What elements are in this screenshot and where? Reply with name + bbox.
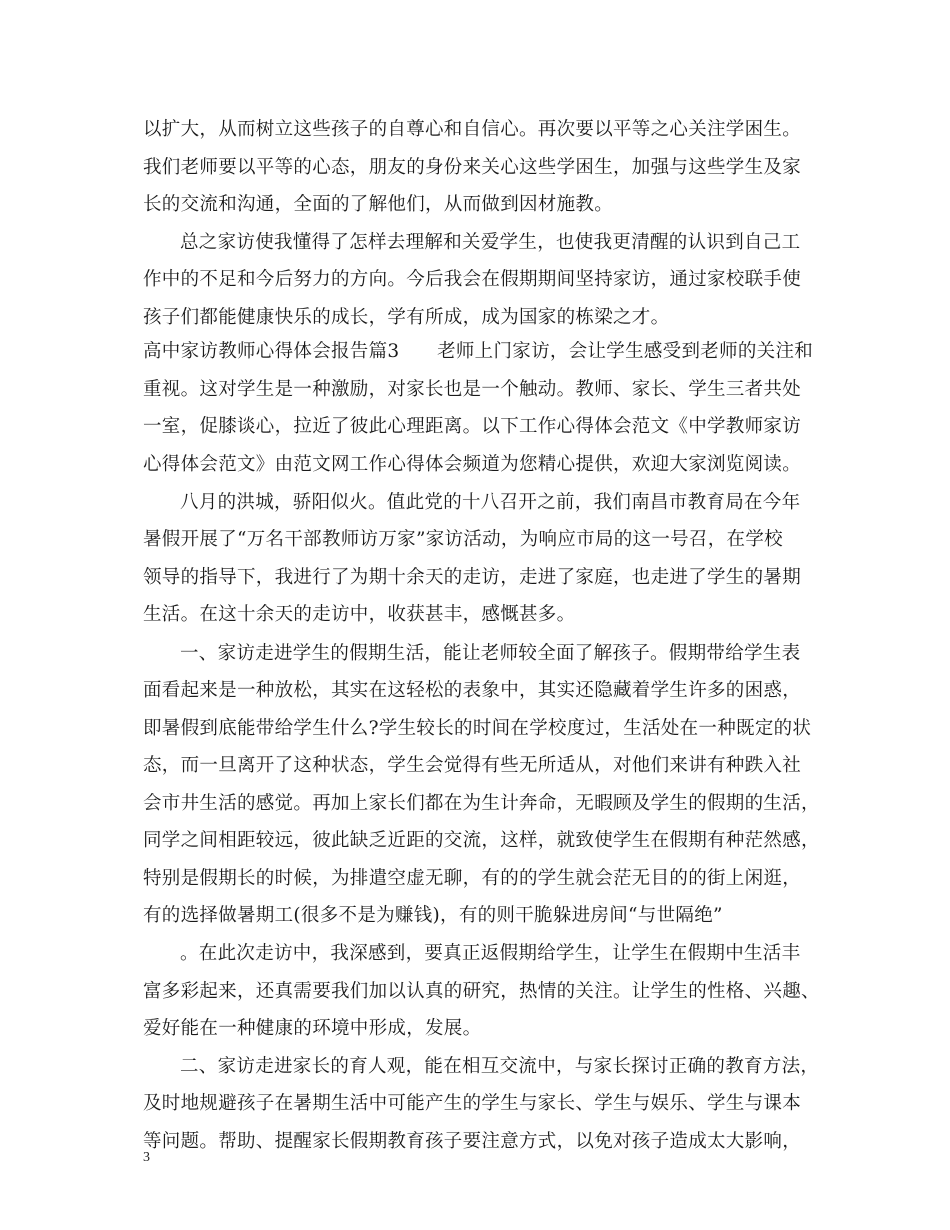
paragraph-first-line: 二、家访走进家长的育人观，能在相互交流中，与家长探讨正确的教育方法， [180, 1056, 820, 1077]
text-line: 爱好能在一种健康的环境中形成，发展。 [143, 1018, 482, 1039]
text-line: 作中的不足和今后努力的方向。今后我会在假期期间坚持家访，通过家校联手使 [143, 269, 802, 290]
text-line: 长的交流和沟通，全面的了解他们，从而做到因材施教。 [143, 194, 614, 215]
paragraph-first-line: 一、家访走进学生的假期生活，能让老师较全面了解孩子。假期带给学生表 [180, 643, 801, 664]
text-line: 富多彩起来，还真需要我们加以认真的研究，热情的关注。让学生的性格、兴趣、 [143, 981, 820, 1002]
section-heading-line: 高中家访教师心得体会报告篇3 老师上门家访，会让学生感受到老师的关注和 [143, 341, 814, 362]
text-line: 态，而一旦离开了这种状态，学生会觉得有些无所适从，对他们来讲有种跌入社 [143, 755, 802, 776]
paragraph-first-line: 。在此次走访中，我深感到，要真正返假期给学生，让学生在假期中生活丰 [180, 943, 801, 964]
text-line: 面看起来是一种放松，其实在这轻松的表象中，其实还隐藏着学生许多的困惑， [143, 680, 802, 701]
text-line: 生活。在这十余天的走访中，收获甚丰，感慨甚多。 [143, 604, 576, 625]
text-line: 孩子们都能健康快乐的成长，学有所成，成为国家的栋梁之才。 [143, 307, 670, 328]
text-line: 特别是假期长的时候，为排遣空虚无聊，有的的学生就会茫无目的的街上闲逛， [143, 868, 802, 889]
text-line: 重视。这对学生是一种激励，对家长也是一个触动。教师、家长、学生三者共处 [143, 379, 802, 400]
text-line: 我们老师要以平等的心态，朋友的身份来关心这些学困生，加强与这些学生及家 [143, 157, 802, 178]
text-line: 会市井生活的感觉。再加上家长们都在为生计奔命，无暇顾及学生的假期的生活， [143, 793, 820, 814]
text-line: 同学之间相距较远，彼此缺乏近距的交流，这样，就致使学生在假期有种茫然感， [143, 830, 820, 851]
text-line: 以扩大，从而树立这些孩子的自尊心和自信心。再次要以平等之心关注学困生。 [143, 119, 802, 140]
text-line: 即暑假到底能带给学生什么?学生较长的时间在学校度过，生活处在一种既定的状 [143, 718, 812, 739]
text-line: 一室，促膝谈心，拉近了彼此心理距离。以下工作心得体会范文《中学教师家访 [143, 416, 802, 437]
paragraph-first-line: 总之家访使我懂得了怎样去理解和关爱学生，也使我更清醒的认识到自己工 [180, 232, 801, 253]
text-line: 有的选择做暑期工(很多不是为赚钱)，有的则干脆躲进房间“与世隔绝” [143, 905, 723, 926]
paragraph-first-line: 八月的洪城，骄阳似火。值此党的十八召开之前，我们南昌市教育局在今年 [180, 492, 801, 513]
text-line: 暑假开展了“万名干部教师访万家”家访活动，为响应市局的这一号召，在学校 [143, 529, 783, 550]
text-line: 等问题。帮助、提醒家长假期教育孩子要注意方式，以免对孩子造成太大影响， [143, 1131, 802, 1152]
text-line: 心得体会范文》由范文网工作心得体会频道为您精心提供，欢迎大家浏览阅读。 [143, 454, 802, 475]
text-line: 及时地规避孩子在暑期生活中可能产生的学生与家长、学生与娱乐、学生与课本 [143, 1093, 802, 1114]
text-line: 领导的指导下，我进行了为期十余天的走访，走进了家庭，也走进了学生的暑期 [143, 567, 802, 588]
page-number: 3 [143, 1150, 150, 1165]
